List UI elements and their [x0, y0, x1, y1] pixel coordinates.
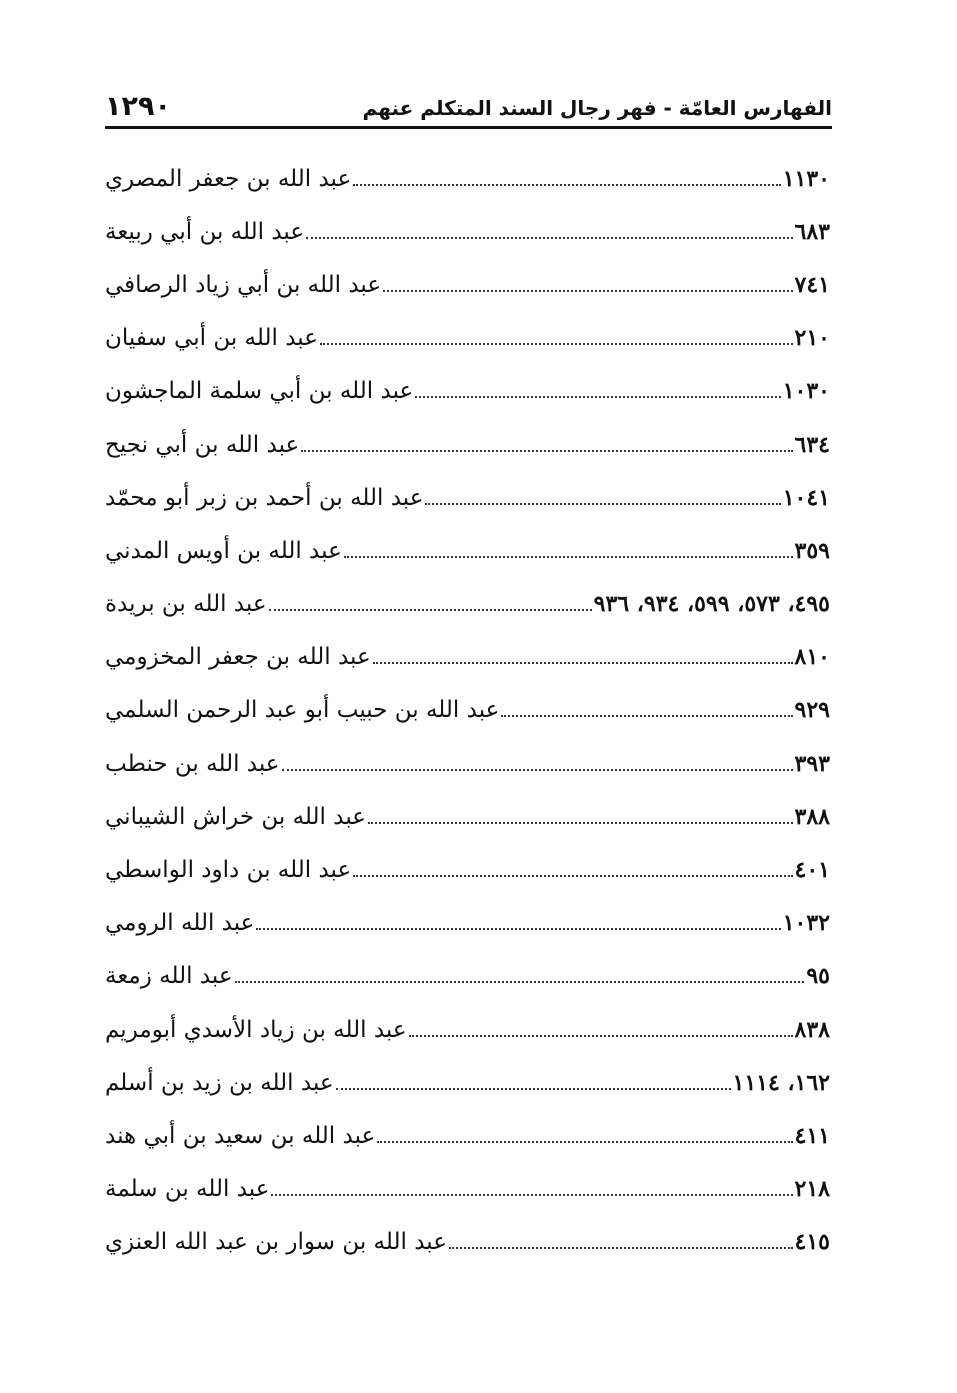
index-entry	[105, 1109, 830, 1162]
dot-leader	[425, 503, 780, 505]
entry-name: عبد الله بن زياد الأسدي أبومريم	[105, 1016, 407, 1043]
index-entry	[105, 578, 830, 631]
index-entry	[105, 258, 830, 311]
dot-leader	[373, 662, 793, 664]
dot-leader	[409, 1035, 793, 1037]
entry-page-numbers: ٩٢٩	[794, 697, 830, 724]
entry-page-numbers: ٤٩٥، ٥٧٣، ٥٩٩، ٩٣٤، ٩٣٦	[593, 591, 830, 618]
entry-page-numbers: ٩٥	[806, 963, 830, 990]
entry-name: عبد الله بن أبي زياد الرصافي	[105, 271, 382, 298]
index-entry	[105, 312, 830, 365]
index-entry	[105, 737, 830, 790]
entry-page-numbers: ٣٩٣	[794, 750, 830, 777]
index-entry	[105, 365, 830, 418]
entry-name: عبد الله بن أبي ربيعة	[105, 218, 305, 245]
index-entry	[105, 631, 830, 684]
entry-name: عبد الله بن بريدة	[105, 591, 267, 618]
entry-page-numbers: ٨١٠	[794, 644, 830, 671]
index-entry	[105, 897, 830, 950]
entry-page-numbers: ٦٣٤	[794, 431, 830, 458]
index-entries	[105, 152, 830, 1269]
entry-name: عبد الله بن خراش الشيباني	[105, 803, 366, 830]
entry-name: عبد الله بن سلمة	[105, 1176, 270, 1203]
index-entry	[105, 152, 830, 205]
index-entry	[105, 843, 830, 896]
dot-leader	[377, 1141, 792, 1143]
entry-name: عبد الله بن حبيب أبو عبد الرحمن السلمي	[105, 697, 500, 724]
entry-page-numbers: ١٠٣٢	[782, 910, 830, 937]
entry-page-numbers: ١٠٤١	[782, 484, 830, 511]
entry-page-numbers: ١٠٣٠	[782, 378, 830, 405]
index-entry	[105, 790, 830, 843]
entry-page-numbers: ١١٣٠	[782, 165, 830, 192]
dot-leader	[449, 1247, 793, 1249]
dot-leader	[501, 715, 792, 717]
dot-leader	[301, 450, 792, 452]
running-title: الفهارس العامّة - فهر رجال السند المتكلم عنهم	[362, 96, 832, 120]
index-entry	[105, 205, 830, 258]
index-entry	[105, 684, 830, 737]
entry-page-numbers: ٢١٠	[794, 325, 830, 352]
entry-page-numbers: ٦٨٣	[794, 218, 830, 245]
entry-page-numbers: ١٦٢، ١١١٤	[732, 1069, 830, 1096]
dot-leader	[306, 237, 792, 239]
dot-leader	[271, 1194, 792, 1196]
page-number: ١٢٩٠	[105, 91, 171, 122]
dot-leader	[344, 556, 793, 558]
dot-leader	[353, 184, 781, 186]
dot-leader	[383, 290, 792, 292]
dot-leader	[282, 769, 793, 771]
page-header	[105, 78, 832, 129]
entry-page-numbers: ٤٠١	[794, 857, 830, 884]
entry-name: عبد الله بن أويس المدني	[105, 537, 342, 564]
index-entry	[105, 471, 830, 524]
entry-name: عبد الله بن سعيد بن أبي هند	[105, 1122, 376, 1149]
entry-name: عبد الله بن أحمد بن زبر أبو محمّد	[105, 484, 424, 511]
entry-name: عبد الله بن زيد بن أسلم	[105, 1069, 334, 1096]
entry-name: عبد الله بن داود الواسطي	[105, 857, 352, 884]
dot-leader	[368, 822, 793, 824]
entry-page-numbers: ٤١٥	[794, 1229, 830, 1256]
entry-page-numbers: ٣٥٩	[794, 537, 830, 564]
entry-name: عبد الله بن أبي سفيان	[105, 325, 318, 352]
index-entry	[105, 1163, 830, 1216]
index-entry	[105, 1216, 830, 1269]
dot-leader	[235, 981, 805, 983]
entry-page-numbers: ٢١٨	[794, 1176, 830, 1203]
index-entry	[105, 418, 830, 471]
entry-page-numbers: ٤١١	[794, 1122, 830, 1149]
entry-name: عبد الله بن جعفر المخزومي	[105, 644, 371, 671]
entry-name: عبد الله زمعة	[105, 963, 233, 990]
dot-leader	[353, 875, 792, 877]
entry-name: عبد الله بن أبي نجيح	[105, 431, 300, 458]
dot-leader	[415, 396, 781, 398]
index-entry	[105, 1003, 830, 1056]
dot-leader	[320, 343, 793, 345]
index-entry	[105, 950, 830, 1003]
entry-name: عبد الله بن جعفر المصري	[105, 165, 352, 192]
dot-leader	[269, 609, 592, 611]
dot-leader	[256, 928, 780, 930]
entry-name: عبد الله الرومي	[105, 910, 255, 937]
entry-name: عبد الله بن أبي سلمة الماجشون	[105, 378, 414, 405]
entry-name: عبد الله بن سوار بن عبد الله العنزي	[105, 1229, 447, 1256]
dot-leader	[336, 1088, 731, 1090]
index-entry	[105, 524, 830, 577]
entry-name: عبد الله بن حنطب	[105, 750, 280, 777]
index-entry	[105, 1056, 830, 1109]
entry-page-numbers: ٣٨٨	[794, 803, 830, 830]
entry-page-numbers: ٧٤١	[794, 271, 830, 298]
entry-page-numbers: ٨٣٨	[794, 1016, 830, 1043]
